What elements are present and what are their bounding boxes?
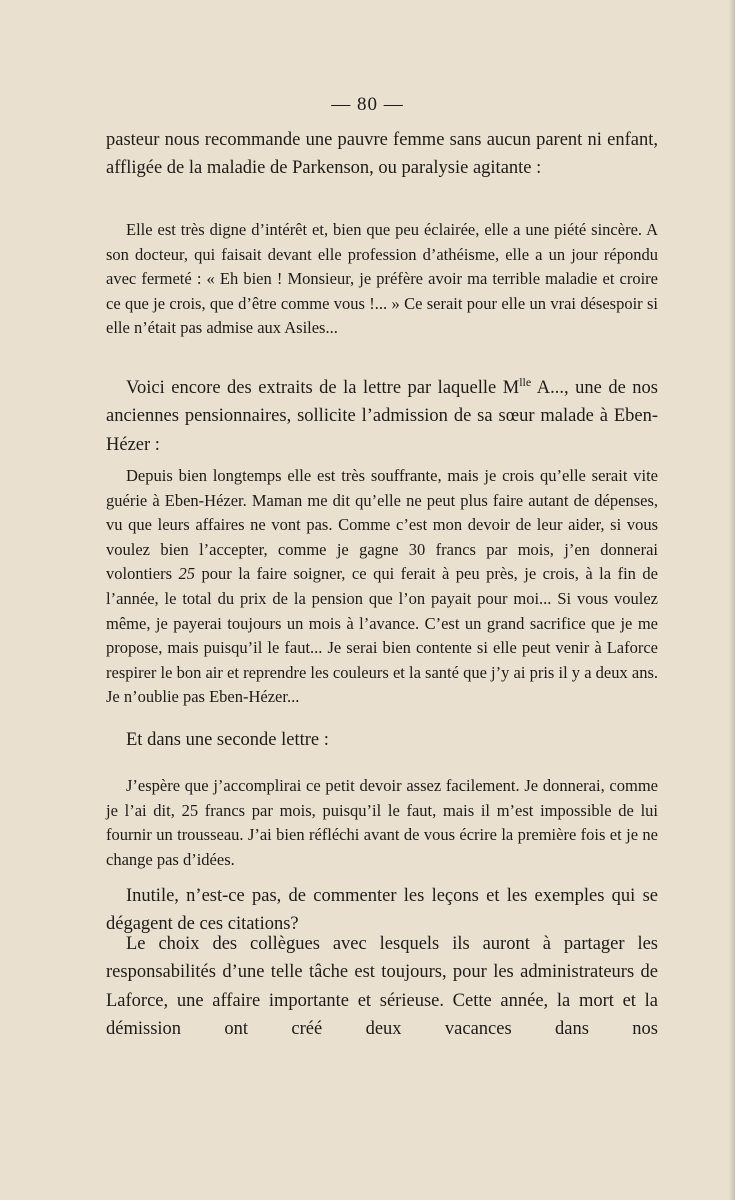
paragraph-colleagues: Le choix des collègues avec lesquels ils auront à partager les responsabilités d’une telle tâche est toujours, pour les administrateurs de Laforce, une affaire importante et sérieuse. Cette année, la mort et la démission ont créé deux vacances dans nos xyxy=(106,934,658,1039)
intro-text-after: A..., une de nos anciennes pensionnaires, sollicite l’admission de sa sœur malade à Eben-Hézer : xyxy=(106,378,658,455)
paragraph-extracts-intro xyxy=(106,368,658,459)
quote-sister-letter xyxy=(106,464,658,710)
intro-superscript: lle xyxy=(519,375,532,389)
quote-first-letter: Elle est très digne d’intérêt et, bien que peu éclairée, elle a une piété sincère. A son docteur, qui faisait devant elle profession d’athéisme, elle a un jour répondu avec fermeté : « Eh bien ! Monsieur, je préfère avoir ma terrible maladie et croire ce que je crois, que d’être comme vous !... » Ce serait pour elle un vrai désespoir si elle n’était pas admise aux Asiles... xyxy=(106,220,658,338)
page-number: — 80 — xyxy=(331,94,404,115)
quote-second-letter: J’espère que j’accomplirai ce petit devoir assez facilement. Je donnerai, comme je l’ai dit, 25 francs par mois, puisqu’il le faut, mais il m’est impossible de lui fournir un trousseau. J’ai bien réfléchi avant de vous écrire la première fois et je ne change pas d’idées. xyxy=(106,776,658,869)
paragraph-continued: pasteur nous recommande une pauvre femme sans aucun parent ni enfant, affligée de la maladie de Parkenson, ou paralysie agitante : xyxy=(106,130,658,179)
paragraph-commentary: Inutile, n’est-ce pas, de commenter les leçons et les exemples qui se dégagent de ces citations? xyxy=(106,886,658,935)
intro-text-before: Voici encore des extraits de la lettre par laquelle M xyxy=(126,378,520,399)
quote-text-before: Depuis bien longtemps elle est très souffrante, mais je crois qu’elle serait vite guérie à Eben-Hézer. Maman me dit qu’elle ne peut plus faire autant de dépenses, vu que leurs affaires ne vont pas. Comme c’est mon devoir de leur aider, si vous voulez bien l’accepter, comme je gagne 30 francs par mois, j’en donnerai volontiers xyxy=(106,466,658,584)
paragraph-second-letter-intro: Et dans une seconde lettre : xyxy=(126,730,329,750)
page-edge xyxy=(729,0,735,1200)
quote-text-after: pour la faire soigner, ce qui ferait à peu près, je crois, à la fin de l’année, le total du prix de la pension que l’on payait pour moi... Si vous voulez même, je payerai toujours un mois à l’avance. C’est un grand sacrifice que je me propose, mais puisqu’il le faut... Je serai bien contente si elle peut venir à Laforce respirer le bon air et reprendre les couleurs et la santé que j’y ai pris il y a deux ans. Je n’oublie pas Eben-Hézer... xyxy=(106,564,658,707)
quote-italic-amount: 25 xyxy=(178,564,195,584)
